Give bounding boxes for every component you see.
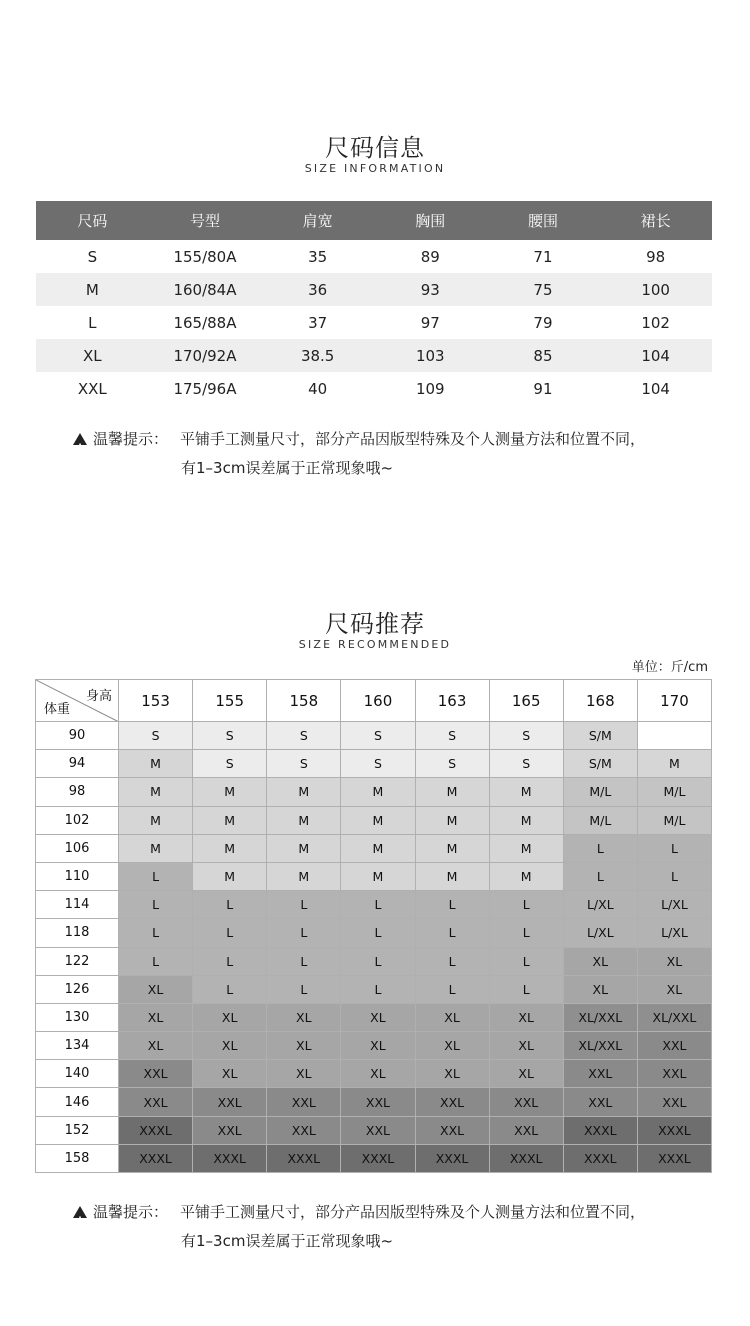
size-info-cell: 109 <box>415 379 445 398</box>
size-recommend-cell: L <box>489 891 563 919</box>
weight-cell: 158 <box>36 1144 119 1172</box>
size-recommend-table <box>35 679 712 1173</box>
size-info-header-cell: 尺码 <box>36 201 149 240</box>
size-info-cell: 104 <box>599 339 712 372</box>
size-recommend-cell: S/M <box>563 750 637 778</box>
weight-row <box>36 834 712 862</box>
size-info-header-cell: 号型 <box>149 201 262 240</box>
height-header-cell: 163 <box>415 680 489 722</box>
size-recommend-cell: XXXL <box>267 1144 341 1172</box>
size-info-row <box>36 306 712 339</box>
notice-label: 温馨提示： <box>93 430 169 448</box>
size-recommend-cell: M <box>489 834 563 862</box>
size-recommend-cell: XL <box>415 1060 489 1088</box>
size-recommend-cell: M <box>415 834 489 862</box>
size-recommend-cell: XXL <box>341 1088 415 1116</box>
size-info-subtitle: SIZE INFORMATION <box>304 162 446 175</box>
size-info-title: 尺码信息 <box>325 134 425 162</box>
size-recommend-cell: L <box>267 947 341 975</box>
size-recommend-cell: XXL <box>193 1088 267 1116</box>
size-info-cell: 36 <box>261 273 374 306</box>
size-info-cell: 100 <box>599 273 712 306</box>
size-recommend-cell: M <box>119 834 193 862</box>
size-recommend-subtitle: SIZE RECOMMENDED <box>298 638 452 651</box>
size-recommend-cell: XL <box>119 1003 193 1031</box>
size-recommend-cell: XL <box>489 1032 563 1060</box>
size-info-cell: 175/96A <box>173 379 237 398</box>
size-recommend-cell: XL <box>563 975 637 1003</box>
size-info-header-cell: 裙长 <box>599 201 712 240</box>
size-recommend-cell: L <box>193 975 267 1003</box>
weight-row <box>36 722 712 750</box>
size-info-row <box>36 339 712 372</box>
weight-cell: 90 <box>36 722 119 750</box>
size-recommend-cell: XXL <box>637 1060 711 1088</box>
size-recommend-cell: XXL <box>119 1088 193 1116</box>
size-info-header-cell: 腰围 <box>487 201 600 240</box>
size-recommend-cell: L <box>415 919 489 947</box>
size-recommend-cell: XXL <box>267 1116 341 1144</box>
size-recommend-cell: S <box>489 722 563 750</box>
size-info-header-cell: 肩宽 <box>261 201 374 240</box>
height-header-cell: 165 <box>489 680 563 722</box>
size-recommend-cell: XXXL <box>563 1116 637 1144</box>
size-recommend-cell: L <box>341 975 415 1003</box>
size-recommend-cell: S <box>341 722 415 750</box>
size-info-cell: 104 <box>641 379 670 398</box>
weight-row <box>36 806 712 834</box>
size-recommend-cell: L <box>193 919 267 947</box>
weight-row <box>36 947 712 975</box>
weight-cell: 102 <box>36 806 119 834</box>
size-recommend-cell: XL <box>193 1060 267 1088</box>
size-recommend-cell: M <box>341 806 415 834</box>
size-info-cell: 85 <box>487 339 600 372</box>
corner-height-label: 身高 <box>85 689 112 704</box>
size-recommend-cell: M <box>489 862 563 890</box>
size-recommend-cell: XL <box>563 947 637 975</box>
size-recommend-cell: M <box>637 750 711 778</box>
size-recommend-cell: XXXL <box>637 1144 711 1172</box>
notice2-line-1 <box>73 1198 645 1227</box>
size-recommend-cell: XXXL <box>193 1144 267 1172</box>
weight-row <box>36 778 712 806</box>
weight-row <box>36 1003 712 1031</box>
weight-row <box>36 975 712 1003</box>
size-info-cell: 71 <box>533 247 553 266</box>
weight-cell: 140 <box>36 1060 119 1088</box>
size-recommend-cell: S <box>489 750 563 778</box>
size-recommend-cell: XL <box>415 1032 489 1060</box>
size-recommend-cell: XXXL <box>415 1144 489 1172</box>
size-recommend-cell: M/L <box>563 778 637 806</box>
size-info-cell: L <box>88 313 97 332</box>
size-recommend-cell: L <box>119 947 193 975</box>
size-info-cell: 155/80A <box>173 247 237 266</box>
size-recommend-cell: XXL <box>637 1088 711 1116</box>
size-recommend-cell: XL <box>119 975 193 1003</box>
weight-cell: 134 <box>36 1032 119 1060</box>
size-recommend-cell: XL <box>637 975 711 1003</box>
size-recommend-cell: M <box>119 806 193 834</box>
size-recommend-cell: M <box>267 806 341 834</box>
size-recommend-cell: XXL <box>341 1116 415 1144</box>
weight-cell: 98 <box>36 778 119 806</box>
size-recommend-cell: XL <box>341 1060 415 1088</box>
size-recommend-cell: XL <box>119 1032 193 1060</box>
size-recommend-cell: L <box>267 919 341 947</box>
size-recommend-cell: XXXL <box>341 1144 415 1172</box>
size-recommend-cell: L <box>637 862 711 890</box>
height-header-row <box>36 680 712 722</box>
weight-cell: 152 <box>36 1116 119 1144</box>
size-recommend-cell: XXL <box>193 1116 267 1144</box>
size-recommend-cell: XL <box>193 1003 267 1031</box>
size-info-cell: 97 <box>420 313 440 332</box>
size-info-cell: 91 <box>533 379 553 398</box>
weight-cell: 126 <box>36 975 119 1003</box>
size-recommend-cell: XL <box>637 947 711 975</box>
size-recommend-cell: L <box>341 891 415 919</box>
size-recommend-cell: S <box>193 722 267 750</box>
size-recommend-cell: M <box>193 834 267 862</box>
corner-cell <box>36 680 119 722</box>
size-recommend-cell: M/L <box>637 778 711 806</box>
size-recommend-cell: M <box>119 750 193 778</box>
height-header-cell: 158 <box>267 680 341 722</box>
height-header-cell: 153 <box>119 680 193 722</box>
weight-cell: 110 <box>36 862 119 890</box>
size-recommend-cell: L <box>489 919 563 947</box>
warning-icon <box>73 433 87 445</box>
size-recommend-cell: XL <box>341 1003 415 1031</box>
size-info-cell: 102 <box>641 313 670 332</box>
size-recommend-cell: L <box>637 834 711 862</box>
size-recommend-cell: M <box>267 834 341 862</box>
size-info-cell: 160/84A <box>149 273 262 306</box>
size-recommend-cell: L <box>341 919 415 947</box>
size-info-cell: 89 <box>420 247 440 266</box>
size-recommend-cell: XXL <box>415 1116 489 1144</box>
size-recommend-cell: M <box>119 778 193 806</box>
notice-text-2: 有1–3cm误差属于正常现象哦~ <box>181 459 394 477</box>
size-recommend-cell: M <box>193 778 267 806</box>
size-recommend-cell: L <box>489 975 563 1003</box>
size-info-cell: 103 <box>374 339 487 372</box>
size-recommend-cell: S <box>415 722 489 750</box>
notice-text-1: 平铺手工测量尺寸，部分产品因版型特殊及个人测量方法和位置不同， <box>180 430 646 448</box>
weight-row <box>36 1032 712 1060</box>
size-recommend-cell: XXXL <box>119 1144 193 1172</box>
size-recommend-cell: M <box>193 806 267 834</box>
size-recommend-cell: XXXL <box>563 1144 637 1172</box>
weight-cell: 114 <box>36 891 119 919</box>
size-recommend-cell: M <box>415 862 489 890</box>
size-info-cell: M <box>36 273 149 306</box>
size-recommend-cell: L <box>119 891 193 919</box>
size-info-table <box>36 201 712 405</box>
size-recommend-cell: L <box>267 975 341 1003</box>
size-recommend-cell: M <box>415 806 489 834</box>
size-recommend-cell: L <box>119 919 193 947</box>
size-info-row <box>36 240 712 273</box>
weight-row <box>36 1144 712 1172</box>
size-recommend-cell: XXL <box>563 1060 637 1088</box>
size-info-cell: XXL <box>77 379 107 398</box>
warning-icon <box>73 1206 87 1218</box>
size-info-header-row <box>36 201 712 240</box>
weight-row <box>36 750 712 778</box>
size-recommend-cell: L/XL <box>563 919 637 947</box>
weight-cell: 146 <box>36 1088 119 1116</box>
notice2-text-2: 有1–3cm误差属于正常现象哦~ <box>181 1232 394 1250</box>
size-recommend-cell: L <box>563 834 637 862</box>
size-recommend-cell: S/M <box>563 722 637 750</box>
size-info-cell: 40 <box>308 379 328 398</box>
size-recommend-cell: XXL <box>267 1088 341 1116</box>
size-recommend-cell: XXL <box>563 1088 637 1116</box>
size-recommend-cell: M <box>267 778 341 806</box>
size-recommend-notice <box>73 1198 645 1256</box>
height-header-cell: 168 <box>563 680 637 722</box>
size-info-notice <box>73 425 645 483</box>
corner-weight-label: 体重 <box>44 702 71 717</box>
size-recommend-cell: L/XL <box>637 891 711 919</box>
size-info-cell: 75 <box>487 273 600 306</box>
notice2-label: 温馨提示： <box>93 1203 169 1221</box>
size-recommend-cell: XL <box>267 1003 341 1031</box>
size-recommend-cell: XXL <box>119 1060 193 1088</box>
size-recommend-cell: XL <box>489 1003 563 1031</box>
size-recommend-cell: M <box>341 778 415 806</box>
weight-cell: 118 <box>36 919 119 947</box>
size-recommend-cell: L <box>415 891 489 919</box>
size-recommend-cell: XL <box>267 1060 341 1088</box>
weight-row <box>36 1116 712 1144</box>
size-info-cell: S <box>87 247 98 266</box>
notice2-text-1: 平铺手工测量尺寸，部分产品因版型特殊及个人测量方法和位置不同， <box>180 1203 646 1221</box>
weight-row <box>36 862 712 890</box>
weight-cell: 106 <box>36 834 119 862</box>
size-info-header-cell: 胸围 <box>374 201 487 240</box>
weight-row <box>36 1060 712 1088</box>
size-info-cell: 165/88A <box>173 313 237 332</box>
height-header-cell: 155 <box>193 680 267 722</box>
size-recommend-cell: L <box>415 947 489 975</box>
size-recommend-cell: S <box>267 722 341 750</box>
size-recommend-cell: XXL <box>637 1032 711 1060</box>
size-recommend-cell: XXXL <box>119 1116 193 1144</box>
size-recommend-cell: L <box>489 947 563 975</box>
size-recommend-title: 尺码推荐 <box>325 610 425 638</box>
weight-cell: 122 <box>36 947 119 975</box>
size-recommend-cell: M <box>267 862 341 890</box>
size-recommend-cell: XL <box>489 1060 563 1088</box>
weight-row <box>36 919 712 947</box>
size-info-cell: 79 <box>533 313 553 332</box>
size-recommend-cell: L/XL <box>563 891 637 919</box>
weight-row <box>36 891 712 919</box>
size-recommend-cell: XL/XXL <box>563 1003 637 1031</box>
size-recommend-cell: L <box>193 891 267 919</box>
unit-label: 单位：斤/cm <box>631 660 708 675</box>
size-recommend-cell: L <box>415 975 489 1003</box>
size-recommend-cell: M <box>193 862 267 890</box>
size-recommend-cell: M <box>341 862 415 890</box>
size-recommend-cell: XL <box>415 1003 489 1031</box>
size-recommend-cell: S <box>267 750 341 778</box>
size-recommend-cell: XXXL <box>489 1144 563 1172</box>
size-recommend-cell: M <box>489 778 563 806</box>
size-recommend-cell: S <box>415 750 489 778</box>
weight-cell: 94 <box>36 750 119 778</box>
size-recommend-cell <box>637 722 711 750</box>
size-recommend-cell: M/L <box>563 806 637 834</box>
size-recommend-cell: L <box>193 947 267 975</box>
size-info-row <box>36 372 712 405</box>
size-recommend-cell: L <box>341 947 415 975</box>
height-header-cell: 170 <box>637 680 711 722</box>
size-recommend-cell: S <box>341 750 415 778</box>
weight-row <box>36 1088 712 1116</box>
size-recommend-cell: L <box>267 891 341 919</box>
size-recommend-cell: XL <box>267 1032 341 1060</box>
size-recommend-cell: XL <box>341 1032 415 1060</box>
size-recommend-cell: M/L <box>637 806 711 834</box>
size-recommend-cell: XL/XXL <box>563 1032 637 1060</box>
notice-line-1 <box>73 425 645 454</box>
size-recommend-cell: XXL <box>489 1088 563 1116</box>
size-info-cell: 170/92A <box>149 339 262 372</box>
size-recommend-cell: L/XL <box>637 919 711 947</box>
weight-cell: 130 <box>36 1003 119 1031</box>
size-recommend-cell: S <box>193 750 267 778</box>
size-info-row <box>36 273 712 306</box>
size-recommend-cell: M <box>341 834 415 862</box>
size-recommend-cell: XXL <box>415 1088 489 1116</box>
size-info-cell: 38.5 <box>261 339 374 372</box>
size-recommend-cell: XXXL <box>637 1116 711 1144</box>
size-info-cell: 37 <box>308 313 328 332</box>
size-recommend-cell: XXL <box>489 1116 563 1144</box>
size-info-cell: 93 <box>374 273 487 306</box>
size-recommend-cell: XL <box>193 1032 267 1060</box>
size-recommend-cell: M <box>415 778 489 806</box>
size-recommend-cell: L <box>563 862 637 890</box>
size-recommend-cell: L <box>119 862 193 890</box>
size-recommend-cell: XL/XXL <box>637 1003 711 1031</box>
height-header-cell: 160 <box>341 680 415 722</box>
size-recommend-cell: M <box>489 806 563 834</box>
size-recommend-cell: S <box>119 722 193 750</box>
size-info-cell: 35 <box>308 247 328 266</box>
size-info-cell: 98 <box>646 247 666 266</box>
size-info-cell: XL <box>36 339 149 372</box>
